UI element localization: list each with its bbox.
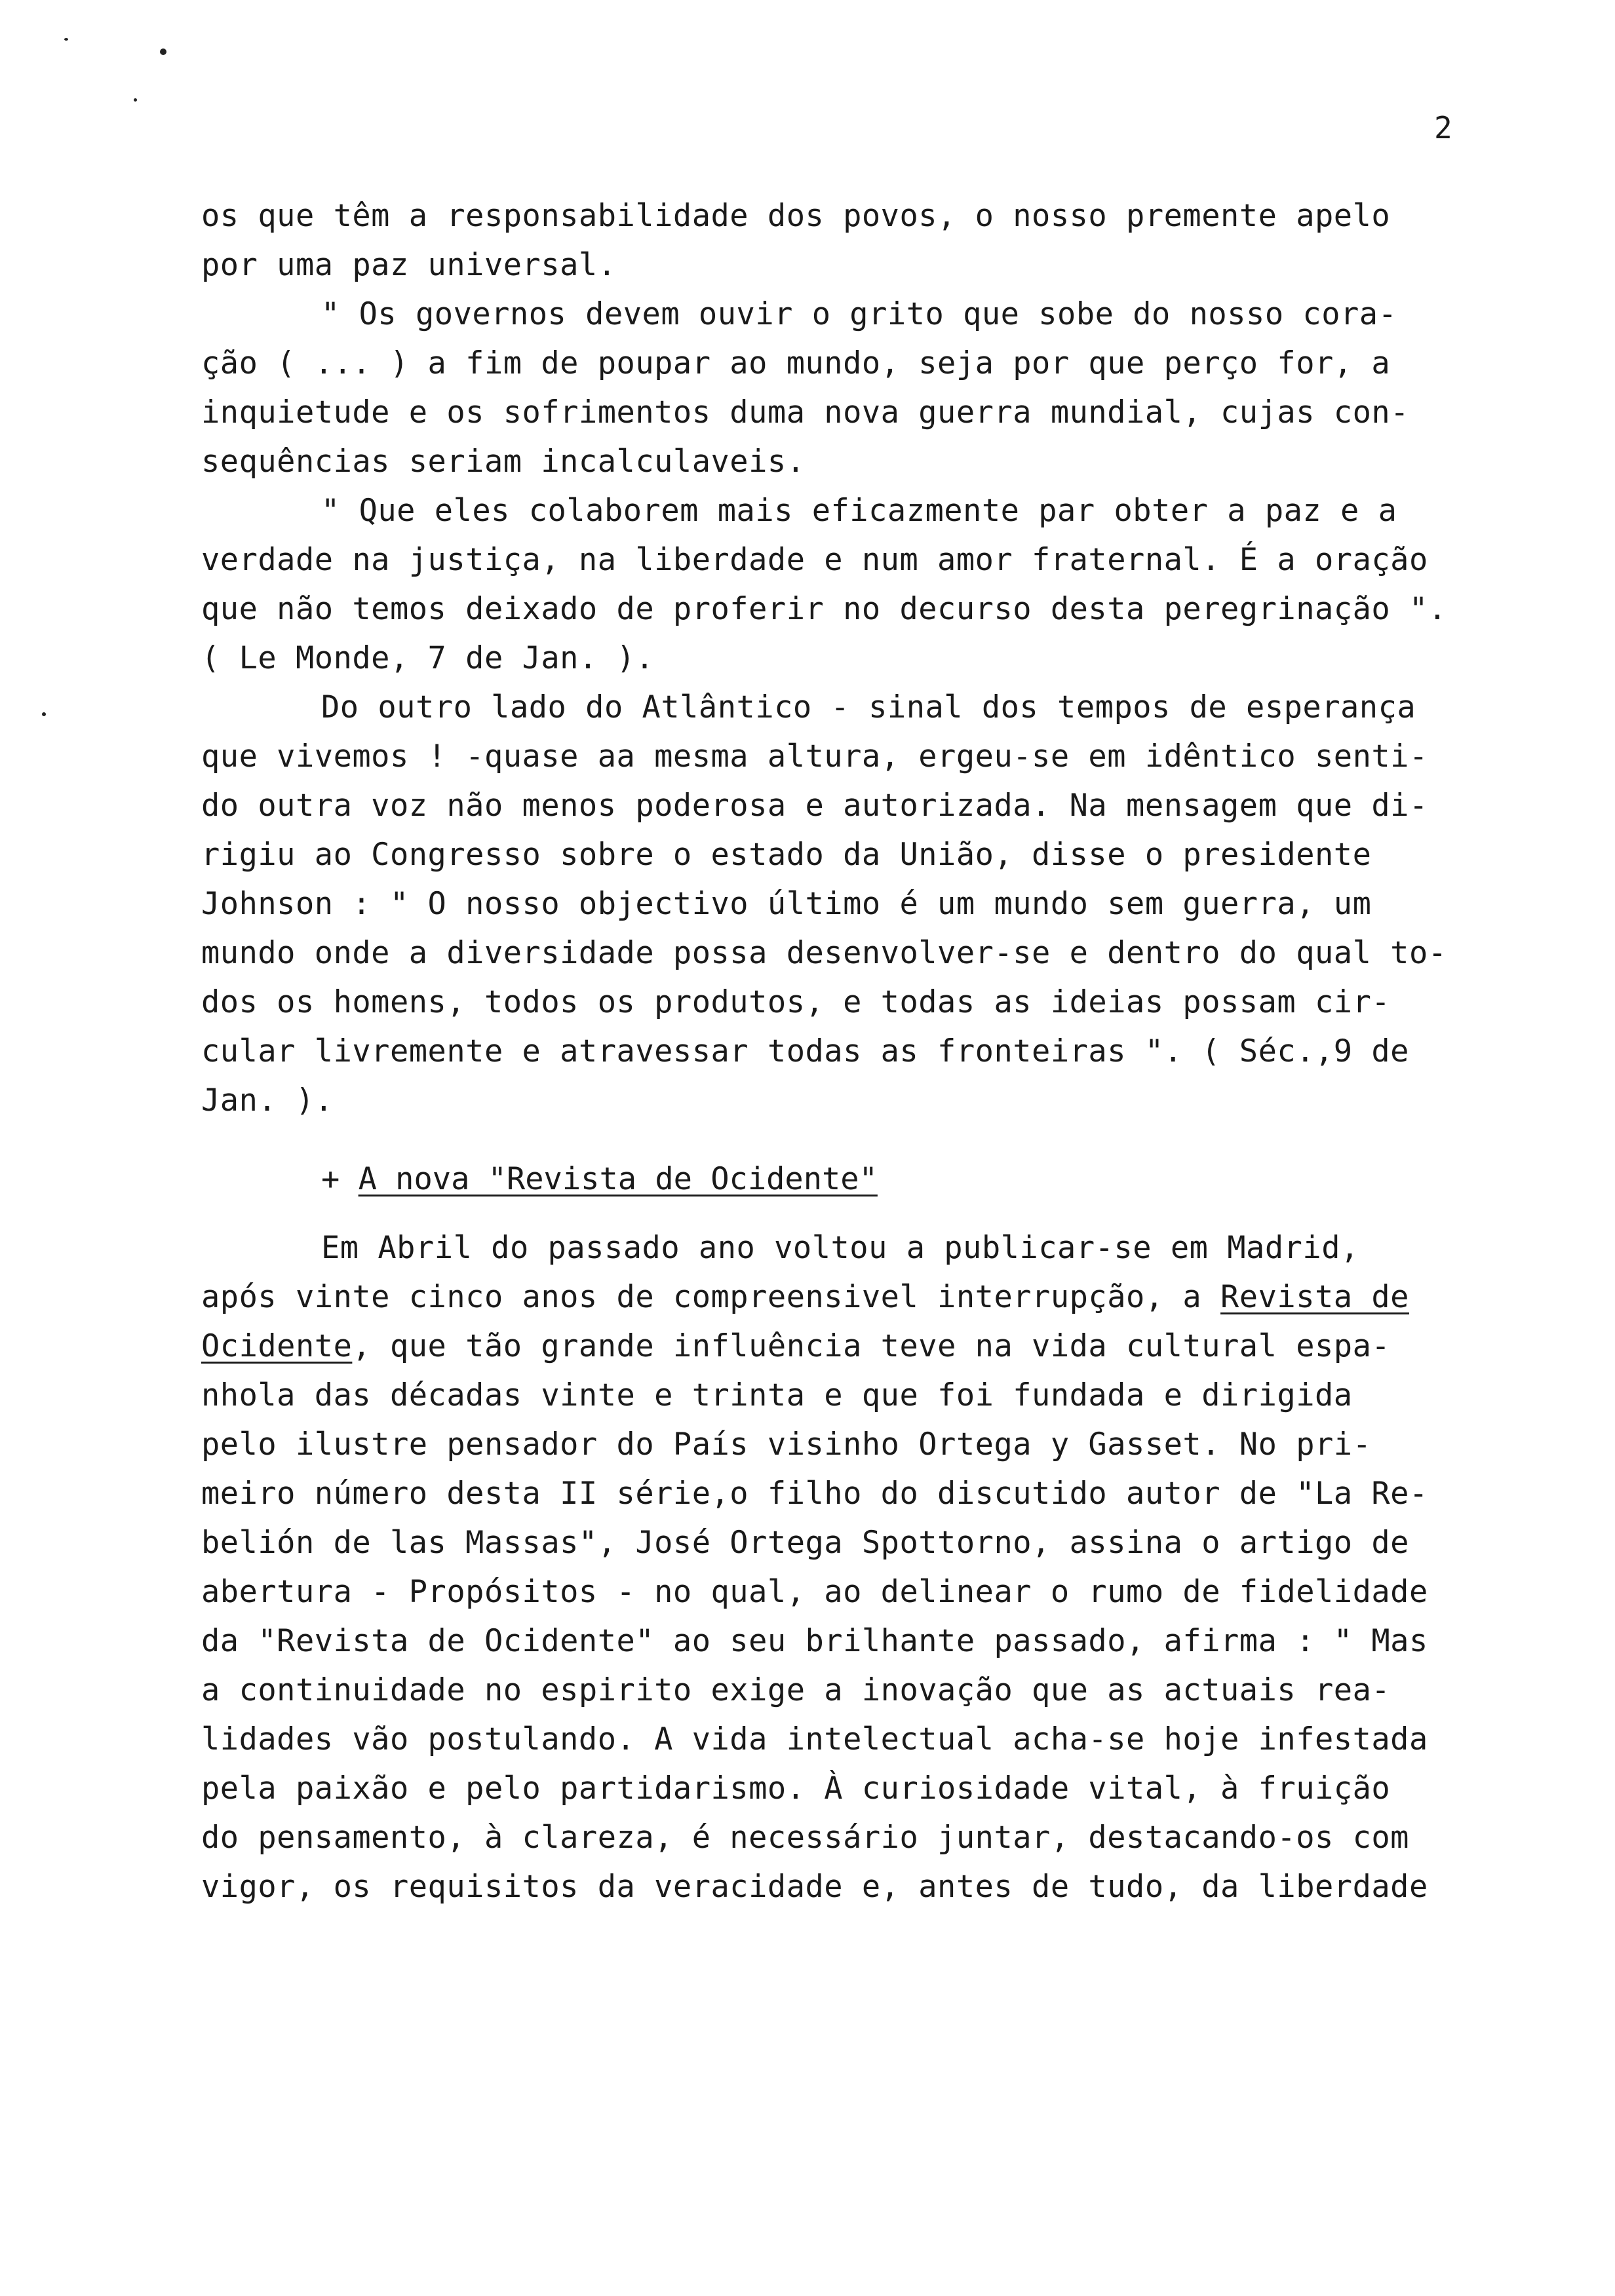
ink-speck [160,48,166,55]
text-line: belión de las Massas", José Ortega Spottorno, assina o artigo de [201,1525,1409,1561]
text-line: Do outro lado do Atlântico - sinal dos tempos de esperança [321,689,1416,725]
text-line [201,1279,1409,1316]
text-line: os que têm a responsabilidade dos povos, o nosso premente apelo [201,198,1391,234]
journal-title-underlined: Ocidente [201,1328,353,1364]
text-line: nhola das décadas vinte e trinta e que foi fundada e dirigida [201,1377,1353,1413]
text-line: meiro número desta II série,o filho do discutido autor de "La Re- [201,1476,1428,1512]
text-line: vigor, os requisitos da veracidade e, antes de tudo, da liberdade [201,1869,1428,1905]
text-line: que vivemos ! -quase aa mesma altura, ergeu-se em idêntico senti- [201,738,1428,775]
text-fragment: , que tão grande influência teve na vida cultural espa- [352,1328,1391,1364]
text-line: cular livremente e atravessar todas as fronteiras ". ( Séc.,9 de [201,1033,1409,1069]
text-line: Johnson : " O nosso objectivo último é um mundo sem guerra, um [201,886,1372,922]
journal-title-underlined: Revista de [1220,1279,1409,1315]
text-fragment: após vinte cinco anos de compreensivel interrupção, a [201,1279,1221,1315]
text-line: " Os governos devem ouvir o grito que sobe do nosso cora- [321,296,1397,332]
text-line: Em Abril do passado ano voltou a publicar-se em Madrid, [321,1230,1359,1266]
section-heading [321,1161,878,1198]
text-line: ( Le Monde, 7 de Jan. ). [201,640,655,676]
text-line: inquietude e os sofrimentos duma nova guerra mundial, cujas con- [201,394,1409,430]
text-line [201,1328,1390,1365]
text-line: pela paixão e pelo partidarismo. À curiosidade vital, à fruição [201,1770,1391,1807]
section-marker: + [321,1161,340,1197]
text-line: verdade na justiça, na liberdade e num amor fraternal. É a oração [201,542,1428,578]
text-line: ção ( ... ) a fim de poupar ao mundo, seja por que perço for, a [201,345,1391,381]
text-line: da "Revista de Ocidente" ao seu brilhante passado, afirma : " Mas [201,1623,1428,1659]
ink-speck [42,712,46,716]
text-line: a continuidade no espirito exige a inovação que as actuais rea- [201,1672,1391,1708]
ink-speck [64,38,68,41]
ink-speck [134,98,137,102]
text-line: pelo ilustre pensador do País visinho Ortega y Gasset. No pri- [201,1426,1372,1463]
text-line: por uma paz universal. [201,247,617,283]
text-line: que não temos deixado de proferir no decurso desta peregrinação ". [201,591,1447,627]
text-line: Jan. ). [201,1082,334,1119]
text-line: sequências seriam incalculaveis. [201,444,806,480]
text-line: mundo onde a diversidade possa desenvolver-se e dentro do qual to- [201,935,1447,971]
text-line: dos os homens, todos os produtos, e todas as ideias possam cir- [201,984,1391,1020]
text-line: do pensamento, à clareza, é necessário juntar, destacando-os com [201,1820,1409,1856]
text-line: " Que eles colaborem mais eficazmente par obter a paz e a [321,493,1397,529]
text-line: do outra voz não menos poderosa e autorizada. Na mensagem que di- [201,788,1428,824]
page-number: 2 [1434,110,1452,145]
text-line: rigiu ao Congresso sobre o estado da União, disse o presidente [201,837,1372,873]
text-line: lidades vão postulando. A vida intelectual acha-se hoje infestada [201,1721,1428,1757]
text-line: abertura - Propósitos - no qual, ao delinear o rumo de fidelidade [201,1574,1428,1610]
section-heading-text: A nova "Revista de Ocidente" [358,1161,878,1197]
